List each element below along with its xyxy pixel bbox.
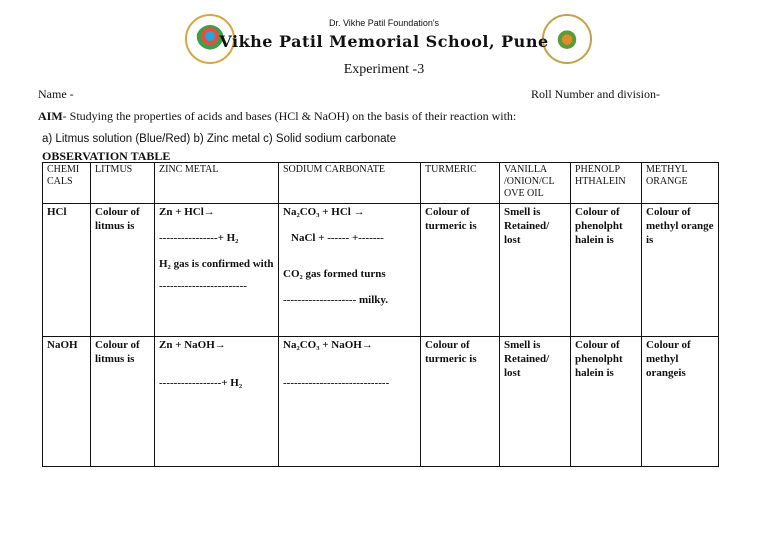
cell-sodium-carbonate — [279, 337, 421, 467]
cell-turmeric: Colour of turmeric is — [421, 337, 500, 467]
cell-methyl-orange: Colour of methyl orangeis — [642, 337, 719, 467]
header-phenolphthalein: PHENOLP HTHALEIN — [571, 163, 642, 204]
header-litmus: LITMUS — [91, 163, 155, 204]
table-row-naoh — [43, 337, 719, 467]
cell-methyl-orange: Colour of methyl orange is — [642, 204, 719, 337]
cell-chemical: HCl — [43, 204, 91, 337]
header-vanilla: VANILLA /ONION/CL OVE OIL — [500, 163, 571, 204]
na2co3-line: Na₂CO₃ + HCl → — [283, 206, 365, 218]
observation-table — [42, 162, 719, 467]
cell-zinc — [155, 337, 279, 467]
cell-vanilla: Smell is Retained/ lost — [500, 337, 571, 467]
cell-vanilla: Smell is Retained/ lost — [500, 204, 571, 337]
experiment-title: Experiment -3 — [343, 62, 425, 77]
cell-turmeric: Colour of turmeric is — [421, 204, 500, 337]
roll-number-label: Roll Number and division- — [531, 87, 660, 101]
school-name: Vikhe Patil Memorial School, Pune — [219, 32, 549, 51]
zinc-line: ------------------------ — [159, 280, 247, 292]
cell-zinc — [155, 204, 279, 337]
na2co3-line: -------------------- milky. — [283, 294, 389, 306]
header-zinc-metal: ZINC METAL — [155, 163, 279, 204]
aim-text: - Studying the properties of acids and bases (HCl & NaOH) on the basis of their reaction with: — [62, 109, 517, 123]
name-label: Name - — [38, 87, 74, 101]
na2co3-line: NaCl + ------ +------- — [291, 232, 384, 244]
table-header-row — [43, 163, 719, 204]
zinc-line: ----------------+ H₂ — [159, 232, 239, 244]
na2co3-line: ----------------------------- — [283, 377, 390, 389]
zinc-line: Zn + NaOH→ — [159, 339, 226, 351]
aim-label: AIM — [38, 109, 63, 123]
reaction-options: a) Litmus solution (Blue/Red) b) Zinc metal c) Solid sodium carbonate — [42, 133, 397, 145]
table-row-hcl — [43, 204, 719, 337]
cell-phenolphthalein: Colour of phenolpht halein is — [571, 337, 642, 467]
na2co3-line: Na₂CO₃ + NaOH→ — [283, 339, 373, 351]
observation-table-title: OBSERVATION TABLE — [42, 149, 171, 163]
cell-litmus: Colour of litmus is — [91, 337, 155, 467]
zinc-line: H₂ gas is confirmed with — [159, 258, 274, 270]
header-sodium-carbonate: SODIUM CARBONATE — [279, 163, 421, 204]
cell-sodium-carbonate — [279, 204, 421, 337]
cell-litmus: Colour of litmus is — [91, 204, 155, 337]
aim-statement — [38, 109, 516, 124]
header-methyl-orange: METHYL ORANGE — [642, 163, 719, 204]
cell-phenolphthalein: Colour of phenolpht halein is — [571, 204, 642, 337]
na2co3-line: CO₂ gas formed turns — [283, 268, 386, 280]
zinc-line: -----------------+ H₂ — [159, 377, 243, 389]
header-chemicals: CHEMI CALS — [43, 163, 91, 204]
zinc-line: Zn + HCl→ — [159, 206, 215, 218]
header-turmeric: TURMERIC — [421, 163, 500, 204]
foundation-name: Dr. Vikhe Patil Foundation's — [328, 18, 440, 28]
cell-chemical: NaOH — [43, 337, 91, 467]
